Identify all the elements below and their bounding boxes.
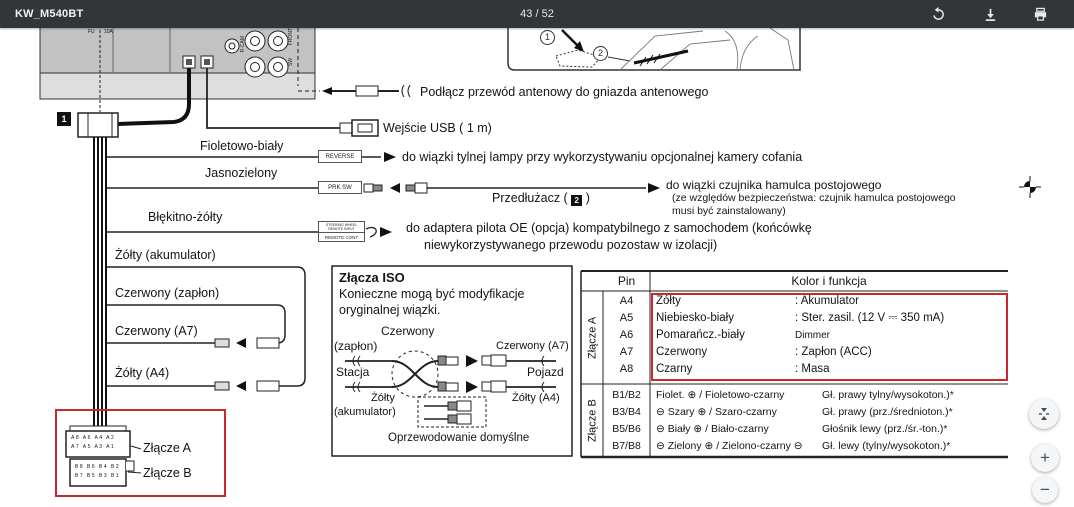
- iso-yellow-a4-label: Żółty (A4): [512, 392, 560, 404]
- wire-light-green-note3: musi być zainstalowany): [672, 205, 786, 217]
- wire-yellow-battery-label: Żółty (akumulator): [115, 248, 216, 262]
- remote-tag-line1: STEERING WHEEL: [325, 223, 358, 227]
- fuse-label: FU: [88, 29, 95, 35]
- table-row-pin: A6: [619, 329, 634, 341]
- remote-tag-line3: REMOTE CONT: [319, 232, 364, 242]
- wire-light-green-label: Jasnozielony: [205, 166, 278, 180]
- wire-blue-yellow-note1: do adaptera pilota OE (opcja) kompatybilnego z samochodem (końcówkę: [406, 221, 812, 235]
- iso-yellow-label: Żółty: [371, 392, 395, 404]
- table-row-func: : Zapłon (ACC): [795, 346, 872, 358]
- remote-tag: [318, 221, 365, 242]
- rotate-icon[interactable]: [929, 5, 947, 23]
- wire-yellow-a4-label: Żółty (A4): [115, 366, 170, 380]
- jack-front-label: FRONT: [288, 28, 294, 46]
- table-row-pin: B5/B6: [612, 423, 641, 435]
- iso-box-line1: Konieczne mogą być modyfikacje: [339, 287, 525, 301]
- table-row-color: Niebiesko-biały: [656, 312, 734, 324]
- table-row-pin: A8: [619, 363, 634, 375]
- iso-box-line2: oryginalnej wiązki.: [339, 303, 441, 317]
- table-row-color: Czerwony: [656, 346, 708, 358]
- table-row-func: : Masa: [795, 363, 830, 375]
- iso-station-label: Stacja: [336, 365, 370, 379]
- table-group-b: Złącze B: [586, 399, 599, 443]
- pins-row4: B7 B5 B3 B1: [75, 473, 121, 479]
- table-row-color: Pomarańcz.-biały: [656, 329, 745, 341]
- table-row-color: ⊖ Biały ⊕ / Biało-czarny: [656, 423, 769, 435]
- pdf-toolbar: [0, 0, 1074, 28]
- table-row-pin: A4: [619, 295, 634, 307]
- document-title: KW_M540BT: [15, 8, 84, 20]
- table-row-pin: A5: [619, 312, 634, 324]
- fuse-amp-label: 10A: [104, 29, 113, 35]
- table-row-func: Gł. prawy (prz./średnioton.)*: [822, 406, 953, 418]
- jack-sw-label: SW: [288, 58, 294, 67]
- iso-red-a7-label: Czerwony (A7): [496, 340, 569, 352]
- iso-battery-label: (akumulator): [334, 406, 396, 418]
- table-row-func: Gł. lewy (tylny/wysokoton.)*: [822, 440, 951, 452]
- table-row-color: Żółty: [656, 295, 681, 307]
- extension-suffix: ): [585, 191, 590, 205]
- connector-b-label: Złącze B: [143, 466, 192, 480]
- usb-note: Wejście USB ( 1 m): [383, 121, 492, 135]
- download-icon[interactable]: [981, 5, 999, 23]
- wire-blue-yellow-note2: niewykorzystywanego przewodu pozostaw w izolacji): [424, 238, 718, 252]
- iso-default-wiring-label: Oprzewodowanie domyślne: [388, 432, 530, 444]
- pins-row1: A8 A6 A4 A2: [71, 435, 116, 441]
- table-row-func: Dimmer: [795, 330, 830, 341]
- zoom-out-button[interactable]: −: [1032, 477, 1058, 503]
- wire-light-green-note2: (ze względów bezpieczeństwa: czujnik hamulca postojowego: [672, 192, 956, 204]
- table-row-pin: B7/B8: [612, 440, 641, 452]
- iso-red-label: Czerwony: [381, 324, 435, 338]
- extension-prefix: Przedłużacz (: [492, 191, 568, 205]
- table-row-color: Fiolet. ⊕ / Fioletowo-czarny: [656, 389, 785, 401]
- jack-rcam-label: R-CAM: [240, 36, 246, 53]
- table-header-pin: Pin: [617, 274, 636, 288]
- fit-to-page-button[interactable]: [1029, 399, 1059, 429]
- fit-to-page-icon: [1037, 407, 1051, 421]
- iso-box-title: Złącza ISO: [339, 270, 405, 285]
- wire-light-green-note1: do wiązki czujnika hamulca postojowego: [666, 178, 882, 192]
- prk-sw-tag: PRK SW: [318, 181, 362, 194]
- table-row-func: : Akumulator: [795, 295, 859, 307]
- table-row-color: Czarny: [656, 363, 693, 375]
- table-row-color: ⊖ Zielony ⊕ / Zielono-czarny ⊖: [656, 440, 803, 452]
- page-indicator: 43 / 52: [520, 8, 554, 20]
- pins-row2: A7 A5 A3 A1: [71, 444, 116, 450]
- connector-a-label: Złącze A: [143, 441, 191, 455]
- wire-red-a7-label: Czerwony (A7): [115, 324, 198, 338]
- table-row-pin: B3/B4: [612, 406, 641, 418]
- remote-tag-line2: REMOTE INPUT: [328, 227, 355, 231]
- wire-red-ignition-label: Czerwony (zapłon): [115, 286, 220, 300]
- pins-row3: B8 B6 B4 B2: [75, 464, 121, 470]
- highlight-box-connectors: [55, 409, 226, 497]
- wire-blue-yellow-label: Błękitno-żółty: [148, 210, 223, 224]
- inset-step2-badge: 2: [593, 46, 608, 61]
- extension-badge: 2: [571, 195, 582, 206]
- extension-label: [492, 191, 590, 206]
- table-row-color: ⊖ Szary ⊕ / Szaro-czarny: [656, 406, 777, 418]
- iso-vehicle-label: Pojazd: [527, 365, 564, 379]
- print-icon[interactable]: [1031, 5, 1049, 23]
- wire-purple-white-note: do wiązki tylnej lampy przy wykorzystywaniu opcjonalnej kamery cofania: [402, 150, 803, 164]
- table-group-a: Złącze A: [586, 316, 599, 360]
- table-row-func: Gł. prawy tylny/wysokoton.)*: [822, 389, 954, 401]
- reverse-tag: REVERSE: [318, 150, 362, 163]
- inset-step1-badge: 1: [540, 30, 555, 45]
- iso-ignition-label: (zapłon): [334, 339, 378, 353]
- highlight-box-pin-functions: [651, 293, 1008, 381]
- antenna-note: Podłącz przewód antenowy do gniazda antenowego: [420, 85, 709, 99]
- table-header-color: Kolor i funkcja: [791, 274, 867, 288]
- table-row-func: : Ster. zasil. (12 V ⎓ 350 mA): [795, 312, 945, 324]
- table-row-pin: B1/B2: [612, 389, 641, 401]
- table-row-pin: A7: [619, 346, 634, 358]
- table-row-func: Głośnik lewy (prz./śr.-ton.)*: [822, 423, 948, 435]
- zoom-in-button[interactable]: +: [1031, 444, 1059, 472]
- harness-badge: 1: [57, 112, 71, 126]
- registration-mark-icon: [1019, 176, 1041, 198]
- wire-purple-white-label: Fioletowo-biały: [200, 139, 284, 153]
